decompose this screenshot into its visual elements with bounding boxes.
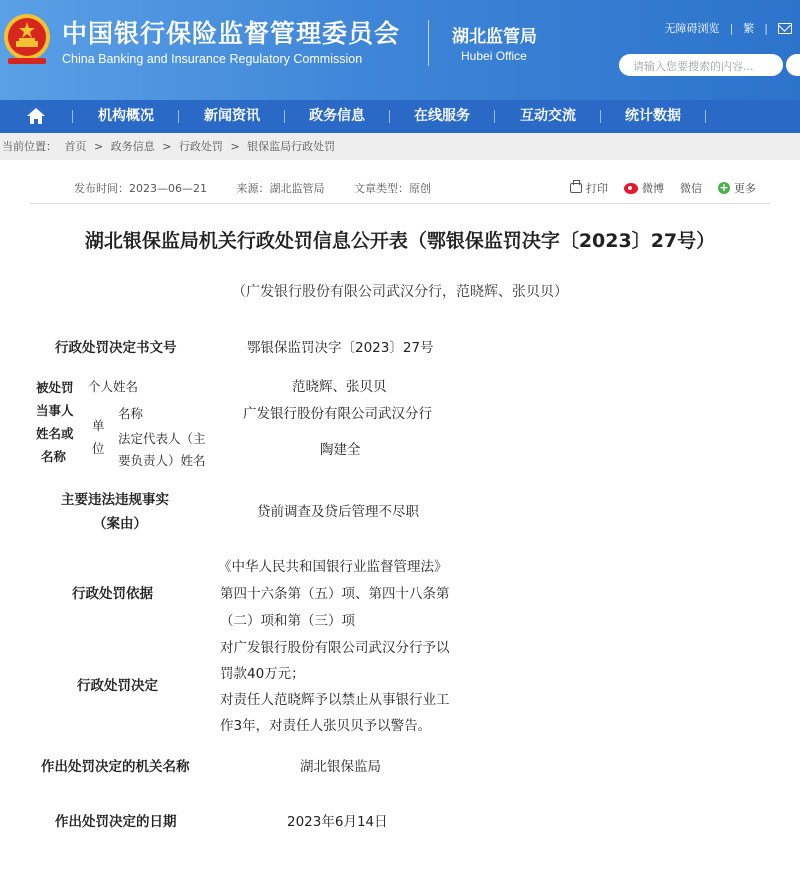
link-separator: | — [729, 21, 734, 35]
search-button[interactable] — [786, 54, 800, 76]
breadcrumb-current[interactable]: 银保监局行政处罚 — [247, 140, 336, 153]
facts-label-line: （案由） — [93, 516, 147, 532]
header-divider — [428, 20, 429, 66]
nav-separator — [389, 110, 390, 123]
party-label-line: 被处罚 — [36, 380, 74, 395]
nav-item-about[interactable]: 机构概况 — [98, 108, 154, 124]
authority-label: 作出处罚决定的机关名称 — [41, 759, 190, 775]
main-nav — [0, 100, 800, 133]
unit-label-line: 位 — [92, 441, 105, 456]
publish-time: 发布时间：2023—06—21 — [74, 182, 207, 195]
plus-icon[interactable]: + — [719, 181, 729, 194]
decision-value-line: 对责任人范晓辉予以禁止从事银行业工 — [220, 692, 450, 708]
nav-item-statistics[interactable]: 统计数据 — [625, 108, 681, 124]
link-separator: | — [764, 21, 768, 35]
legal-rep-label-line: 法定代表人（主 — [118, 431, 206, 446]
facts-label-line: 主要违法违规事实 — [61, 492, 169, 508]
nav-item-government-info[interactable]: 政务信息 — [309, 108, 365, 124]
article-meta — [74, 180, 457, 196]
decision-label: 行政处罚决定 — [77, 678, 158, 694]
nav-separator — [494, 110, 495, 123]
individual-name-label: 个人姓名 — [88, 379, 139, 394]
print-icon[interactable] — [570, 183, 582, 193]
basis-label: 行政处罚依据 — [72, 586, 153, 602]
nav-separator — [178, 110, 179, 123]
office-name-english: Hubei Office — [461, 49, 527, 63]
legal-rep-value: 陶建全 — [320, 442, 361, 458]
top-links — [665, 20, 792, 36]
breadcrumb-separator: > — [230, 140, 240, 153]
nav-item-news[interactable]: 新闻资讯 — [204, 108, 260, 124]
authority-value: 湖北银保监局 — [300, 759, 381, 775]
date-value: 2023年6月14日 — [287, 814, 388, 830]
article-subtitle: （广发银行股份有限公司武汉分行，范晓辉、张贝贝） — [232, 284, 568, 300]
home-icon[interactable] — [26, 107, 46, 125]
legal-rep-label-line: 要负责人）姓名 — [118, 453, 206, 468]
nav-separator — [705, 110, 706, 123]
unit-name-label: 名称 — [118, 406, 144, 421]
unit-label-line: 单 — [92, 418, 105, 433]
print-button[interactable]: 打印 — [586, 182, 608, 195]
facts-value: 贷前调查及贷后管理不尽职 — [257, 504, 419, 520]
article-title: 湖北银保监局机关行政处罚信息公开表（鄂银保监罚决字〔2023〕27号） — [84, 230, 716, 252]
decision-value-line: 作3年，对责任人张贝贝予以警告。 — [220, 718, 432, 734]
party-label-line: 名称 — [41, 449, 67, 464]
accessibility-link[interactable]: 无障碍浏览 — [664, 22, 720, 35]
nav-separator — [72, 110, 73, 123]
decision-value-line: 罚款40万元； — [220, 666, 305, 682]
national-emblem-icon — [2, 10, 52, 68]
breadcrumb — [0, 133, 800, 160]
basis-value-line: 第四十六条第（五）项、第四十八条第 — [220, 586, 450, 602]
office-name: 湖北监管局 — [452, 27, 537, 47]
basis-value-line: （二）项和第（三）项 — [220, 613, 355, 629]
nav-item-interaction[interactable]: 互动交流 — [520, 108, 576, 124]
basis-value-line: 《中华人民共和国银行业监督管理法》 — [218, 559, 448, 575]
breadcrumb-label: 当前位置： — [2, 140, 57, 153]
doc-number-label: 行政处罚决定书文号 — [55, 340, 177, 356]
mail-icon[interactable] — [778, 23, 792, 34]
breadcrumb-home[interactable]: 首页 — [64, 140, 87, 153]
breadcrumb-government-info[interactable]: 政务信息 — [110, 140, 155, 153]
article-source: 来源：湖北监管局 — [236, 182, 325, 195]
article-type: 文章类型：原创 — [354, 182, 431, 195]
search-input[interactable]: 请输入您要搜索的内容... — [619, 54, 783, 76]
meta-divider — [30, 203, 770, 204]
site-title-english: China Banking and Insurance Regulatory Commission — [62, 52, 363, 66]
wechat-share-button[interactable]: 微信 — [680, 182, 702, 195]
individual-name-value: 范晓辉、张贝贝 — [292, 379, 387, 395]
nav-separator — [600, 110, 601, 123]
more-share-button[interactable]: 更多 — [734, 182, 756, 195]
share-toolbar — [570, 180, 756, 196]
breadcrumb-separator: > — [162, 140, 172, 153]
breadcrumb-separator: > — [94, 140, 104, 153]
site-title: 中国银行保险监督管理委员会 — [62, 19, 401, 48]
doc-number-value: 鄂银保监罚决字〔2023〕27号 — [247, 340, 434, 356]
party-label-line: 姓名或 — [36, 426, 74, 441]
decision-value-line: 对广发银行股份有限公司武汉分行予以 — [220, 640, 450, 656]
weibo-icon[interactable] — [624, 183, 638, 194]
breadcrumb-penalties[interactable]: 行政处罚 — [178, 140, 223, 153]
nav-item-online-services[interactable]: 在线服务 — [414, 108, 470, 124]
site-header — [0, 0, 800, 100]
traditional-chinese-link[interactable]: 繁 — [743, 22, 755, 35]
party-label-line: 当事人 — [36, 403, 74, 418]
unit-name-value: 广发银行股份有限公司武汉分行 — [243, 406, 432, 422]
date-label: 作出处罚决定的日期 — [55, 814, 177, 830]
weibo-share-button[interactable]: 微博 — [642, 182, 664, 195]
nav-separator — [284, 110, 285, 123]
